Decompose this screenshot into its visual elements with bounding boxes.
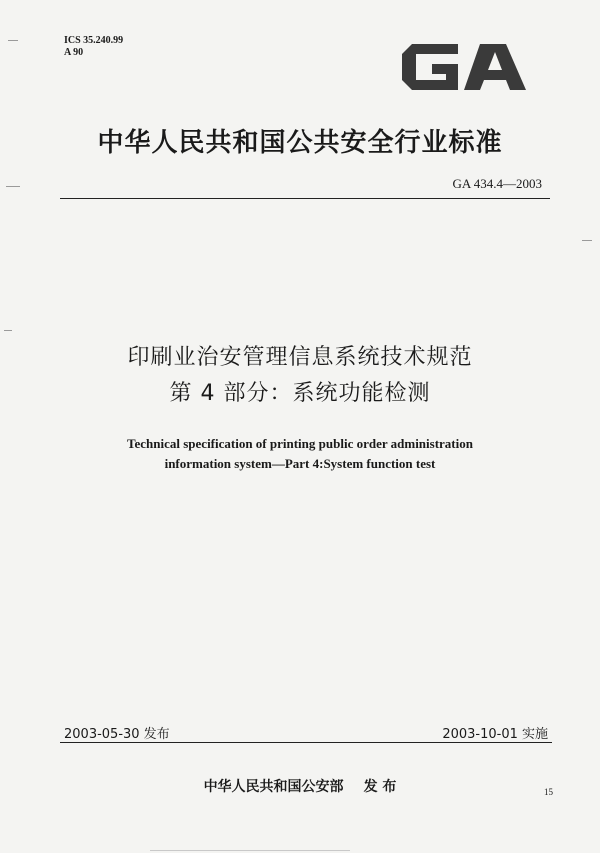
standard-code: GA 434.4—2003 xyxy=(452,176,542,191)
ga-logo xyxy=(402,44,526,90)
bottom-divider xyxy=(60,742,552,743)
publisher-action: 发 布 xyxy=(363,779,397,795)
issue-date: 2003-05-30 发布 xyxy=(64,727,170,742)
classification-codes xyxy=(64,35,123,59)
scan-speck xyxy=(8,40,18,41)
scan-speck xyxy=(150,850,350,851)
scan-speck xyxy=(6,186,20,187)
publisher-name: 中华人民共和国公安部 xyxy=(203,779,344,795)
chinese-title-line-1: 印刷业治安管理信息系统技术规范 xyxy=(127,345,473,370)
english-title-line-2: information system—Part 4:System function test xyxy=(164,456,436,471)
ccs-code: A 90 xyxy=(64,47,84,58)
top-divider xyxy=(60,198,550,199)
organization-title: 中华人民共和国公共安全行业标准 xyxy=(97,128,503,158)
publisher-line xyxy=(0,776,600,796)
implementation-date: 2003-10-01 实施 xyxy=(442,727,548,742)
ics-code: ICS 35.240.99 xyxy=(64,35,124,46)
scan-speck xyxy=(4,330,12,331)
english-title-line-1: Technical specification of printing public order administration xyxy=(127,436,473,451)
chinese-title-line-2: 第 4 部分：系统功能检测 xyxy=(169,381,431,406)
scan-speck xyxy=(582,240,592,241)
page-number: 15 xyxy=(544,787,553,797)
